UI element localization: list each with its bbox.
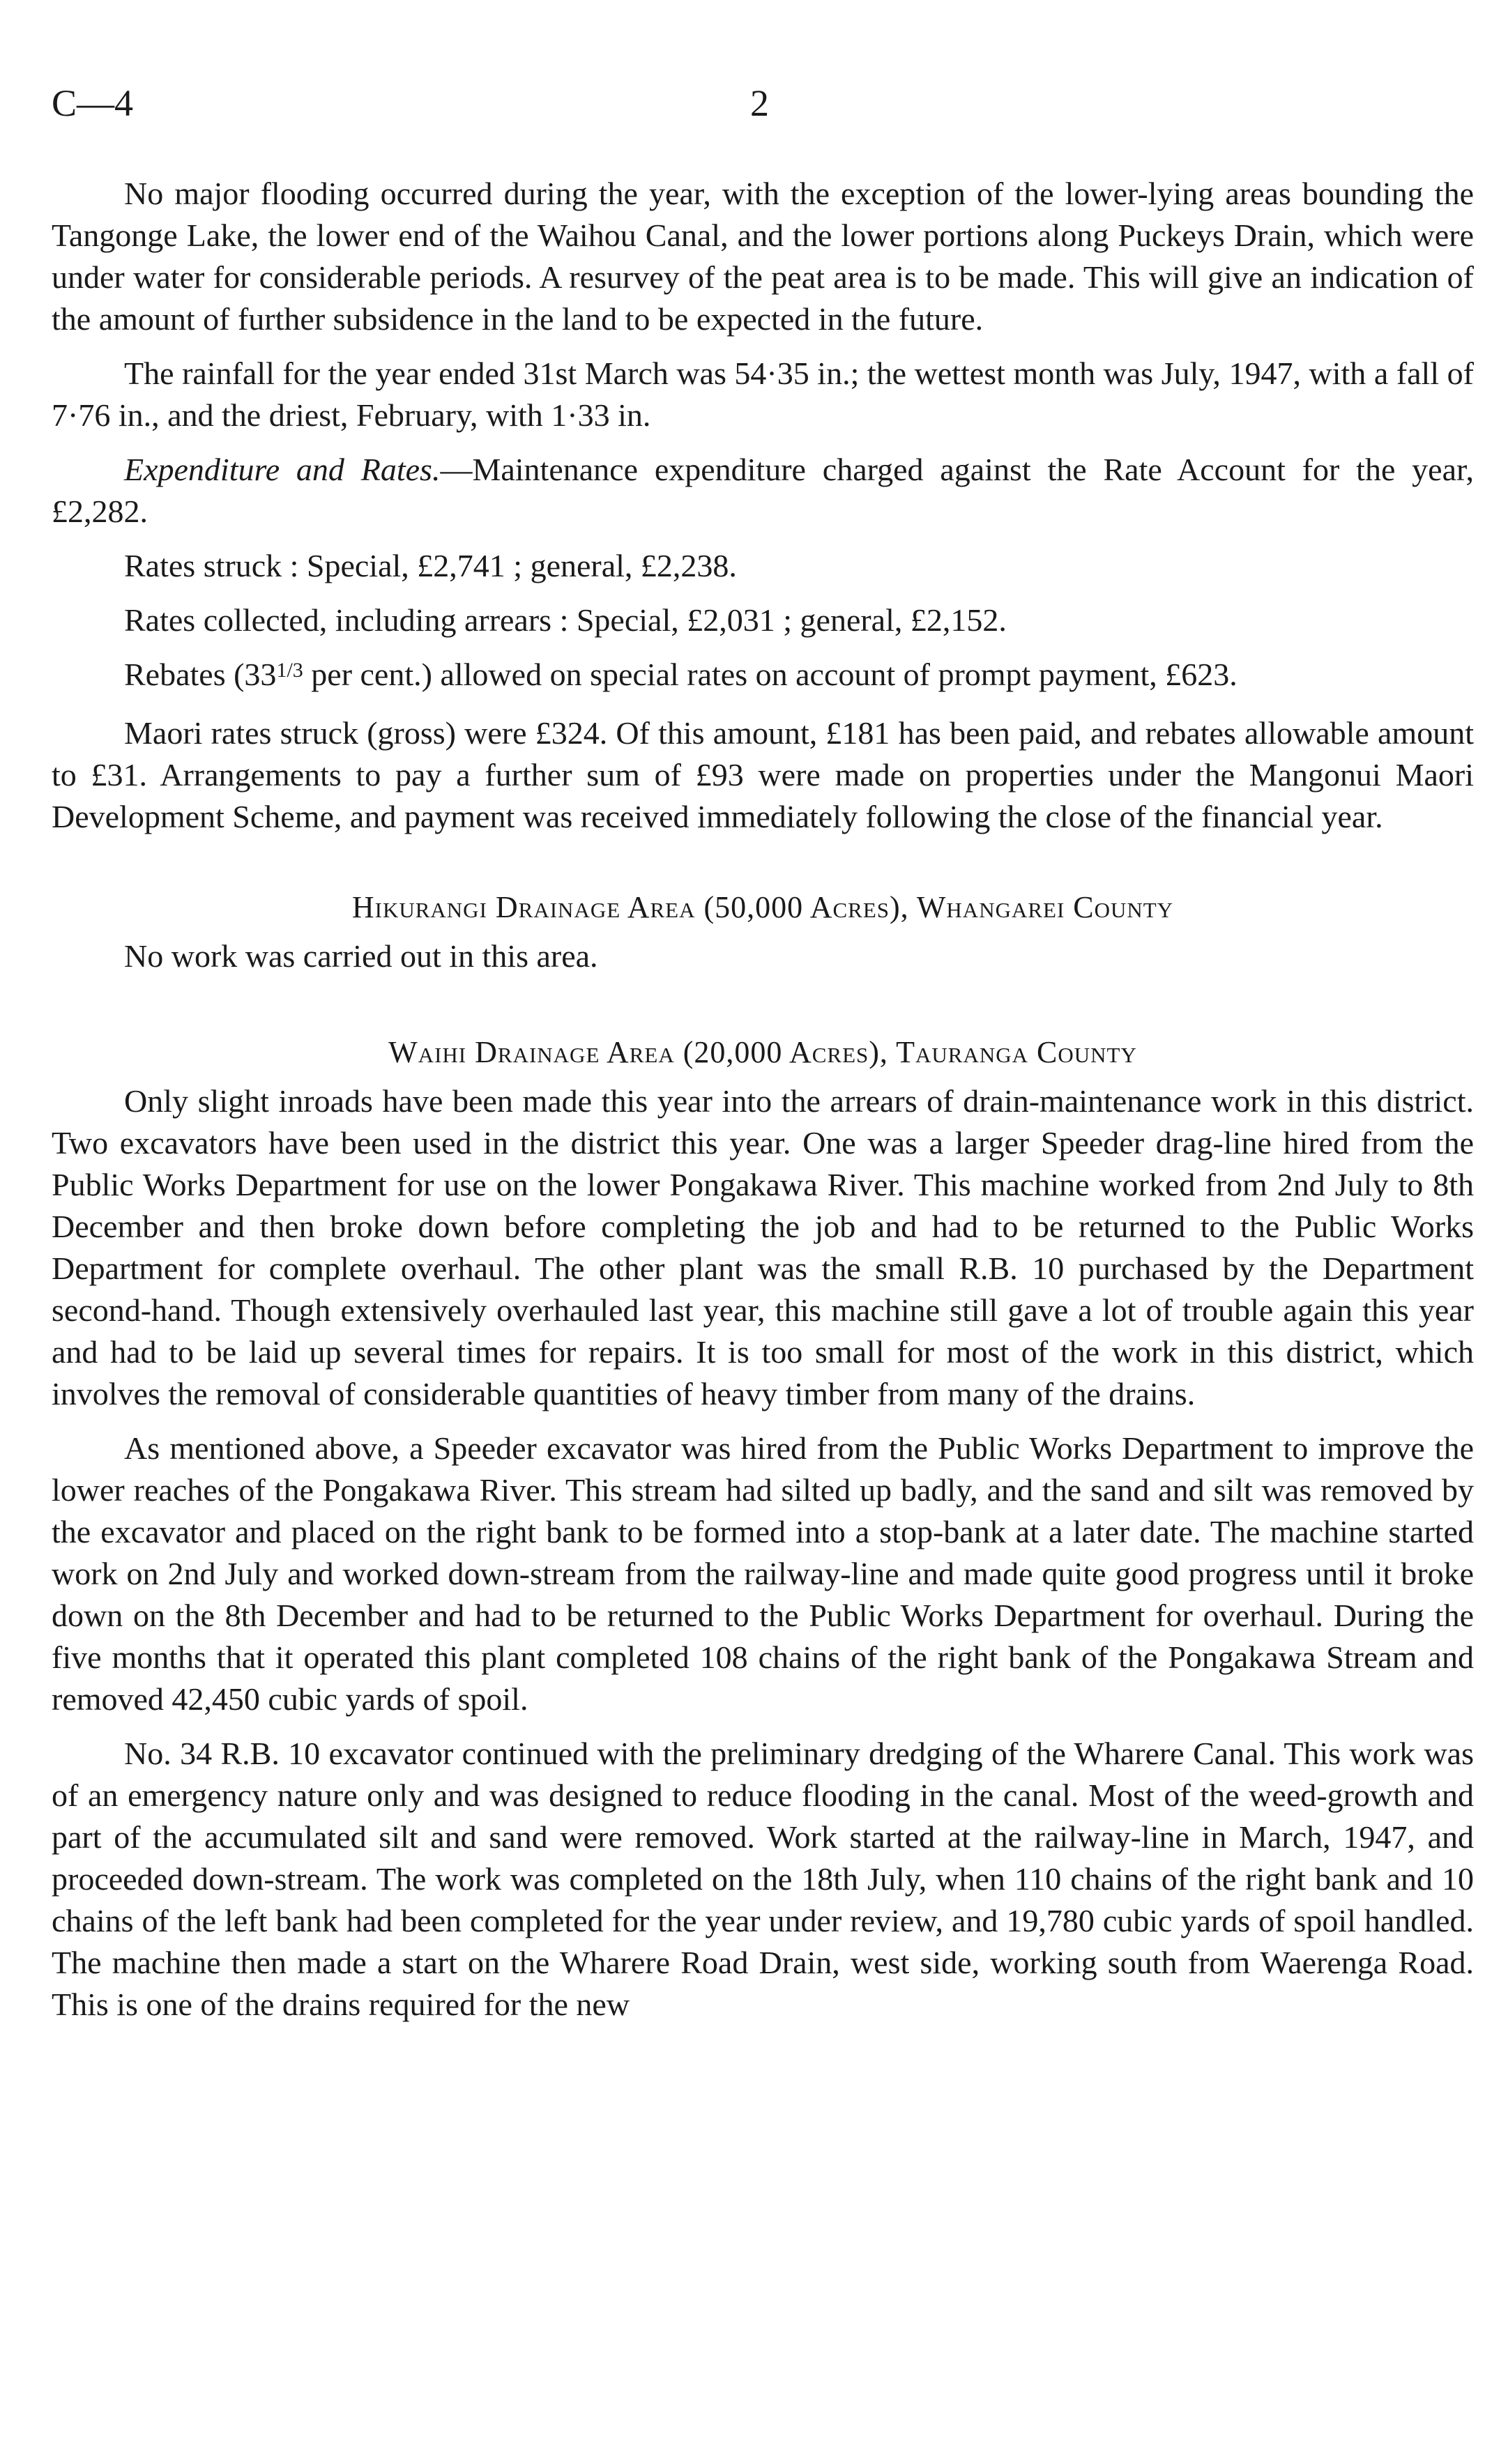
paragraph-rebates: [52, 654, 1474, 700]
rebates-text-start: Rebates (33: [124, 657, 277, 692]
paragraph-maori-rates: Maori rates struck (gross) were £324. Of this amount, £181 has been paid, and rebates allowable amount to £31. Arrangements to pay a further sum of £93 were made on properties under the Mangonui Maori Development Scheme, and payment was received immediately following the close of the financial year.: [52, 715, 1474, 834]
paragraph-hikurangi: No work was carried out in this area.: [124, 938, 598, 974]
paragraph-expenditure: [52, 449, 1474, 533]
section-heading-waihi: Waihi Drainage Area (20,000 Acres), Tauranga County: [388, 1035, 1137, 1069]
expenditure-label: Expenditure and Rates.: [124, 452, 441, 487]
paragraph-waihi-3: No. 34 R.B. 10 excavator continued with the preliminary dredging of the Wharere Canal. This work was of an emergency nature only and was designed to reduce flooding in the canal. Most of the weed-growth and part of the accumulated silt and sand were removed. Work started at the railway-line in March, 1947, and proceeded down-stream. The work was completed on the 18th July, when 110 chains of the right bank and 10 chains of the left bank had been completed for the year under review, and 19,780 cubic yards of spoil handled. The machine then made a start on the Wharere Road Drain, west side, working south from Waerenga Road. This is one of the drains required for the new: [52, 1736, 1474, 2022]
paragraph-flooding: No major flooding occurred during the year, with the exception of the lower-lying areas bounding the Tangonge Lake, the lower end of the Waihou Canal, and the lower portions along Puckeys Drain, which were under water for considerable periods. A resurvey of the peat area is to be made. This will give an indication of the amount of further subsidence in the land to be expected in the future.: [52, 176, 1474, 337]
page-number: 2: [750, 82, 769, 124]
paragraph-rates-struck: Rates struck : Special, £2,741 ; general, £2,238.: [124, 548, 737, 583]
paragraph-rainfall: The rainfall for the year ended 31st March was 54·35 in.; the wettest month was July, 1947, with a fall of 7·76 in., and the driest, February, with 1·33 in.: [52, 355, 1474, 433]
paragraph-waihi-1: Only slight inroads have been made this year into the arrears of drain-maintenance work in this district. Two excavators have been used in the district this year. One was a larger Speeder drag-line hired from the Public Works Department for use on the lower Pongakawa River. This machine worked from 2nd July to 8th December and then broke down before completing the job and had to be returned to the Public Works Department for complete overhaul. The other plant was the small R.B. 10 purchased by the Department second-hand. Though extensively overhauled last year, this machine still gave a lot of trouble again this year and had to be laid up several times for repairs. It is too small for most of the work in this district, which involves the removal of considerable quantities of heavy timber from many of the drains.: [52, 1083, 1474, 1411]
rebates-fraction: 1/3: [276, 659, 303, 682]
document-reference: C—4: [52, 82, 134, 124]
paragraph-rates-collected: Rates collected, including arrears : Special, £2,031 ; general, £2,152.: [124, 602, 1007, 638]
rebates-text-end: per cent.) allowed on special rates on account of prompt payment, £623.: [303, 657, 1237, 692]
expenditure-text: —Maintenance expenditure charged against the Rate Account for the year, £2,282.: [52, 452, 1474, 529]
paragraph-waihi-2: As mentioned above, a Speeder excavator was hired from the Public Works Department to improve the lower reaches of the Pongakawa River. This stream had silted up badly, and the sand and silt was removed by the excavator and placed on the right bank to be formed into a stop-bank at a later date. The machine started work on 2nd July and worked down-stream from the railway-line and made quite good progress until it broke down on the 8th December and had to be returned to the Public Works Department for overhaul. During the five months that it operated this plant completed 108 chains of the right bank of the Pongakawa Stream and removed 42,450 cubic yards of spoil.: [52, 1430, 1474, 1717]
page-body: [52, 173, 1474, 2038]
section-heading-hikurangi: Hikurangi Drainage Area (50,000 Acres), Whangarei County: [351, 890, 1174, 924]
page-header: [52, 82, 1446, 138]
